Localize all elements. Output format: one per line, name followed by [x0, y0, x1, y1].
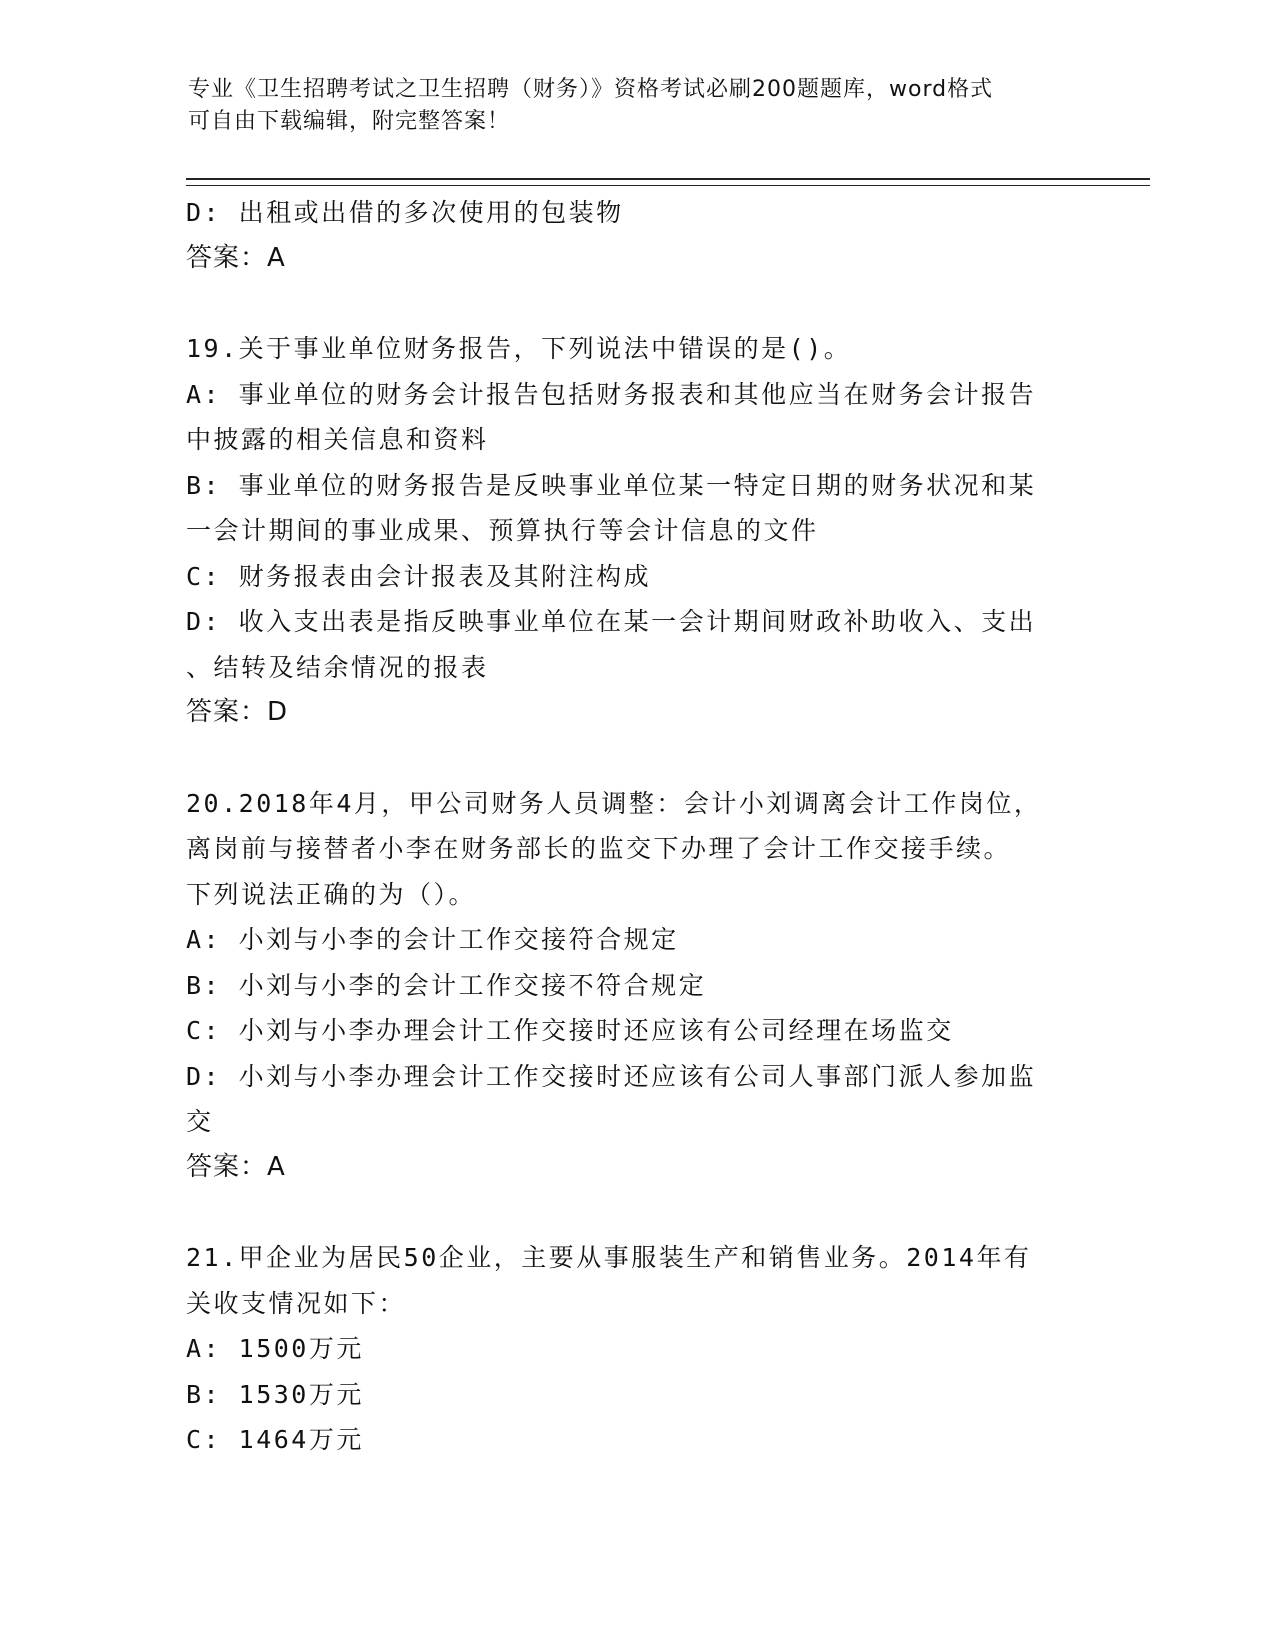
option-c: C: 小刘与小李办理会计工作交接时还应该有公司经理在场监交: [186, 1016, 954, 1045]
header-title-line-2: 可自由下载编辑，附完整答案！: [188, 109, 511, 134]
option-d: D: 出租或出借的多次使用的包装物: [186, 198, 624, 227]
option-a: A: 小刘与小李的会计工作交接符合规定: [186, 925, 679, 954]
option-b-continued: 一会计期间的事业成果、预算执行等会计信息的文件: [186, 516, 819, 545]
question-18-fragment: [186, 190, 1066, 281]
answer-label: 答案：A: [186, 242, 286, 273]
question-21: [186, 1235, 1066, 1463]
option-b: B: 小刘与小李的会计工作交接不符合规定: [186, 970, 707, 1000]
question-content: [186, 190, 1066, 1463]
option-b: B: 事业单位的财务报告是反映事业单位某一特定日期的财务状况和某: [186, 470, 1037, 500]
option-a-continued: 中披露的相关信息和资料: [186, 425, 489, 454]
option-a: A: 事业单位的财务会计报告包括财务报表和其他应当在财务会计报告: [186, 379, 1037, 409]
option-c: C: 1464万元: [186, 1425, 364, 1454]
question-stem: 21.甲企业为居民50企业，主要从事服装生产和销售业务。2014年有: [186, 1243, 1032, 1272]
option-a: A: 1500万元: [186, 1334, 364, 1363]
spacer: [186, 1190, 1066, 1235]
document-header: [188, 74, 1068, 138]
question-stem: 20.2018年4月，甲公司财务人员调整：会计小刘调离会计工作岗位，: [186, 788, 1042, 818]
header-title-line-1: 专业《卫生招聘考试之卫生招聘（财务）》资格考试必刷200题题库，word格式: [188, 77, 994, 102]
question-19: [186, 326, 1066, 736]
header-divider: [186, 178, 1150, 186]
option-d: D: 收入支出表是指反映事业单位在某一会计期间财政补助收入、支出: [186, 607, 1037, 636]
option-c: C: 财务报表由会计报表及其附注构成: [186, 561, 652, 591]
question-stem-continued: 离岗前与接替者小李在财务部长的监交下办理了会计工作交接手续。: [186, 834, 1012, 863]
option-d: D: 小刘与小李办理会计工作交接时还应该有公司人事部门派人参加监: [186, 1061, 1037, 1091]
question-stem-continued: 下列说法正确的为（）。: [186, 879, 477, 909]
question-20: [186, 781, 1066, 1191]
option-d-continued: 交: [186, 1107, 214, 1136]
question-stem: 19.关于事业单位财务报告，下列说法中错误的是()。: [186, 334, 852, 363]
answer-label: 答案：A: [186, 1151, 286, 1182]
option-d-continued: 、结转及结余情况的报表: [186, 652, 489, 682]
option-b: B: 1530万元: [186, 1379, 364, 1409]
spacer: [186, 281, 1066, 326]
question-stem-continued: 关收支情况如下：: [186, 1288, 407, 1318]
spacer: [186, 736, 1066, 781]
answer-label: 答案：D: [186, 697, 289, 727]
